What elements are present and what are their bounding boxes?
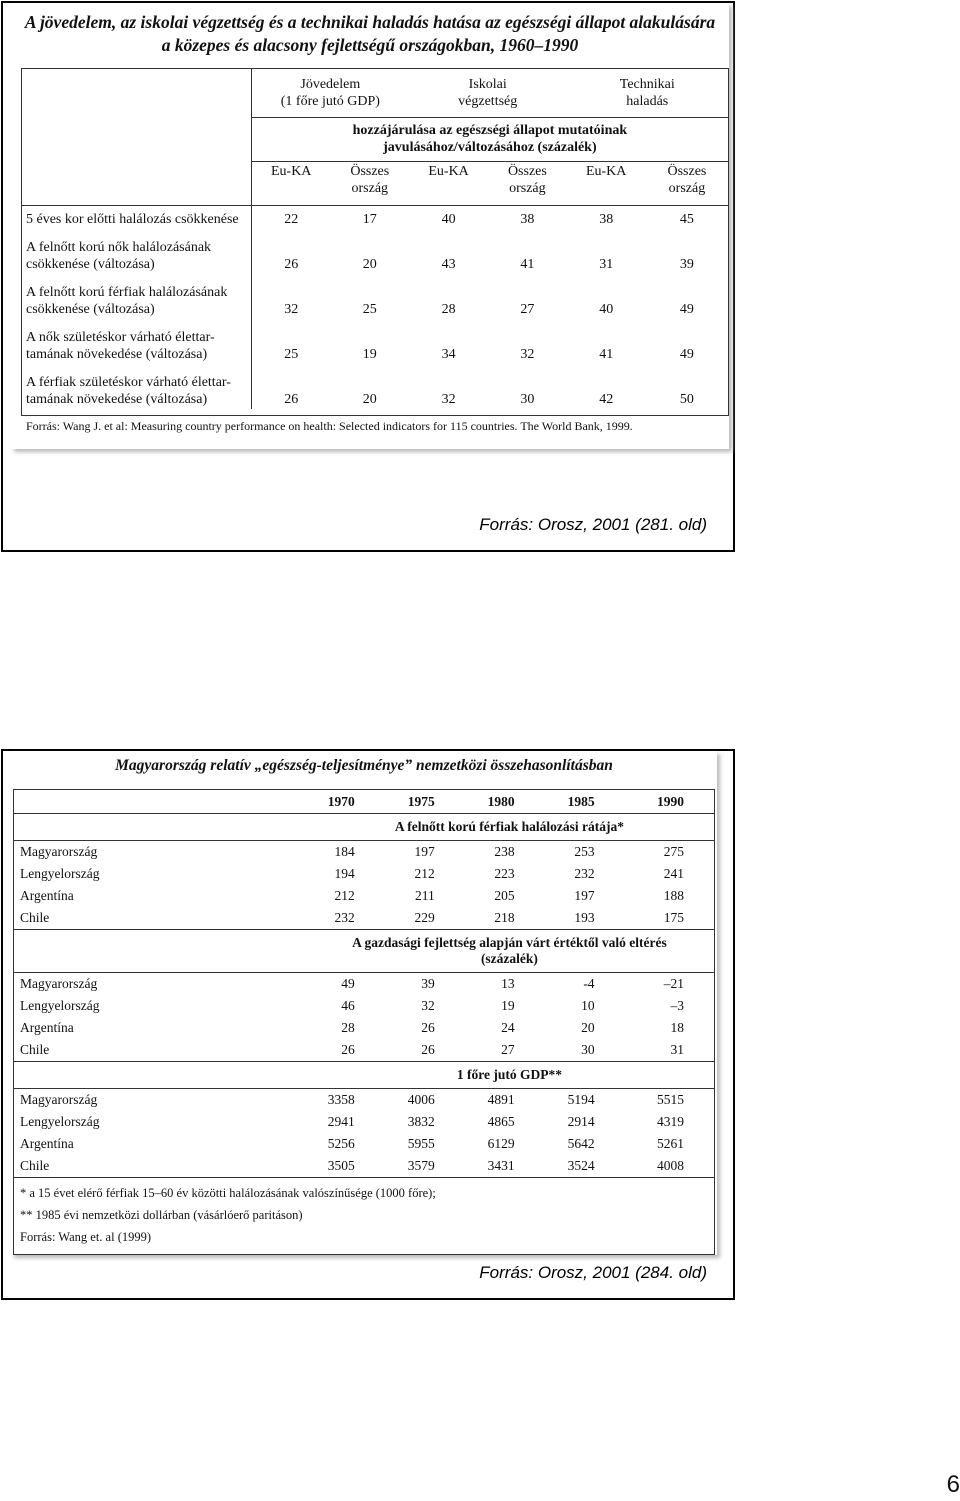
row-label xyxy=(22,229,251,274)
year-header: 1990 xyxy=(657,793,684,809)
figure-1-group-header-row xyxy=(22,69,728,117)
table-cell: 39 xyxy=(679,257,694,272)
footnote: * a 15 évet elérő férfiak 15–60 év közötti halálozásának valószínűsége (1000 főre); xyxy=(20,1186,436,1200)
section-header-row xyxy=(14,930,715,973)
table-cell: 43 xyxy=(441,257,456,272)
country-label: Lengyelország xyxy=(20,998,100,1013)
table-cell: 275 xyxy=(663,844,684,859)
subcol-1 xyxy=(251,161,330,205)
row-label-line2: tamának növekedése (változása) xyxy=(26,347,208,362)
table-cell: 26 xyxy=(341,1042,355,1057)
table-cell: 38 xyxy=(520,212,535,227)
country-label: Chile xyxy=(20,1042,50,1057)
table-cell: 19 xyxy=(501,998,515,1013)
table-cell: 41 xyxy=(520,257,535,272)
section-header-line1: A felnőtt korú férfiak halálozási rátája* xyxy=(394,819,624,834)
table-cell: 39 xyxy=(421,976,435,991)
figure-2-frame xyxy=(1,749,735,1300)
table-cell: 42 xyxy=(599,392,614,407)
table-row xyxy=(14,885,715,907)
table-cell: 3431 xyxy=(487,1158,515,1173)
country-label: Lengyelország xyxy=(20,866,100,881)
table-cell: 3505 xyxy=(327,1158,355,1173)
table-cell: –21 xyxy=(663,976,684,991)
table-row xyxy=(14,1039,715,1062)
table-cell: 22 xyxy=(284,212,299,227)
figure-1-title-line1: A jövedelem, az iskolai végzettség és a technikai haladás hatása az egészségi állapot alakulására xyxy=(24,12,716,32)
table-row xyxy=(22,205,728,229)
table-cell: 193 xyxy=(574,910,595,925)
table-cell: 229 xyxy=(414,910,435,925)
table-cell: 49 xyxy=(341,976,355,991)
table-cell: 45 xyxy=(679,212,694,227)
country-label: Lengyelország xyxy=(20,1114,100,1129)
subcol-6-line2: ország xyxy=(668,180,706,196)
row-label xyxy=(22,364,251,409)
table-cell: 26 xyxy=(421,1020,435,1035)
row-label xyxy=(22,274,251,319)
table-cell: 2941 xyxy=(327,1114,355,1129)
table-cell: 6129 xyxy=(487,1136,515,1151)
table-cell: 4006 xyxy=(407,1092,435,1107)
table-cell: 232 xyxy=(574,866,595,881)
country-label: Magyarország xyxy=(20,844,98,859)
table-cell: 3358 xyxy=(327,1092,355,1107)
subcol-6-line1: Összes xyxy=(667,163,707,179)
subcol-1-line1: Eu-KA xyxy=(270,163,312,179)
section-header xyxy=(305,930,715,973)
table-row xyxy=(14,973,715,996)
group-header-technology-line1: Technikai xyxy=(619,76,675,92)
table-row xyxy=(14,995,715,1017)
table-cell: 188 xyxy=(663,888,684,903)
section-header-row xyxy=(14,1062,715,1089)
group-header-income-line2: (1 főre jutó GDP) xyxy=(280,93,380,109)
table-cell: 32 xyxy=(284,302,299,317)
table-row xyxy=(22,229,728,274)
subcol-5 xyxy=(567,161,646,205)
year-header: 1970 xyxy=(327,793,355,809)
table-cell: 4891 xyxy=(487,1092,515,1107)
table-cell: 31 xyxy=(599,257,614,272)
table-cell: 13 xyxy=(501,976,515,991)
table-cell: 5642 xyxy=(567,1136,595,1151)
table-cell: 19 xyxy=(362,347,377,362)
table-row xyxy=(14,907,715,930)
figure-2-caption: Forrás: Orosz, 2001 (284. old) xyxy=(479,1263,707,1282)
table-cell: 30 xyxy=(581,1042,595,1057)
footnote: ** 1985 évi nemzetközi dollárban (vásárlóerő paritáson) xyxy=(20,1208,303,1222)
table-cell: 5955 xyxy=(407,1136,435,1151)
table-cell: 28 xyxy=(441,302,456,317)
subcol-3 xyxy=(409,161,488,205)
table-cell: 3832 xyxy=(407,1114,435,1129)
figure-1-source: Forrás: Wang J. et al: Measuring country performance on health: Selected indicators for 115 countries. The World Bank, 1999. xyxy=(26,419,633,433)
section-header-row xyxy=(14,814,715,841)
table-row xyxy=(22,319,728,364)
table-cell: 49 xyxy=(679,302,694,317)
group-header-technology-line2: haladás xyxy=(626,93,669,109)
table-cell: 18 xyxy=(670,1020,684,1035)
table-cell: 194 xyxy=(334,866,355,881)
table-cell: 212 xyxy=(414,866,435,881)
table-cell: 3524 xyxy=(567,1158,595,1173)
group-header-income xyxy=(251,69,409,117)
section-header xyxy=(305,814,715,841)
table-row xyxy=(14,1155,715,1178)
table-cell: 40 xyxy=(441,212,456,227)
table-row xyxy=(14,841,715,864)
table-cell: 238 xyxy=(494,844,515,859)
table-cell: 20 xyxy=(581,1020,595,1035)
table-cell: 28 xyxy=(341,1020,355,1035)
country-label: Argentína xyxy=(20,1136,74,1151)
table-row xyxy=(22,364,728,409)
table-cell: 5194 xyxy=(567,1092,595,1107)
country-label: Argentína xyxy=(20,1020,74,1035)
table-cell: 31 xyxy=(670,1042,684,1057)
figure-1-subheader-line1: hozzájárulása az egészségi állapot mutatóinak xyxy=(352,123,628,138)
row-label-line1: A felnőtt korú nők halálozásának xyxy=(26,240,212,255)
table-cell: 30 xyxy=(520,392,535,407)
year-header: 1975 xyxy=(407,793,435,809)
subcol-4-line1: Összes xyxy=(507,163,547,179)
table-cell: 5261 xyxy=(657,1136,684,1151)
group-header-education-line2: végzettség xyxy=(458,93,518,109)
subcol-2 xyxy=(331,161,409,205)
figure-1-table-box xyxy=(21,68,729,433)
table-cell: –3 xyxy=(670,998,684,1013)
table-cell: 5515 xyxy=(657,1092,684,1107)
year-header: 1980 xyxy=(487,793,515,809)
country-label: Argentína xyxy=(20,888,74,903)
table-cell: 26 xyxy=(284,257,299,272)
year-header: 1985 xyxy=(567,793,595,809)
country-label: Chile xyxy=(20,910,50,925)
table-cell: 211 xyxy=(414,888,435,903)
figure-2-image xyxy=(11,751,717,1255)
table-cell: 218 xyxy=(494,910,515,925)
table-cell: 34 xyxy=(441,347,456,362)
table-cell: 223 xyxy=(494,866,515,881)
subcol-4 xyxy=(488,161,566,205)
table-cell: 10 xyxy=(581,998,595,1013)
table-cell: 46 xyxy=(341,998,355,1013)
figure-1-caption: Forrás: Orosz, 2001 (281. old) xyxy=(479,515,707,534)
subcol-4-line2: ország xyxy=(509,180,546,196)
subcol-3-line1: Eu-KA xyxy=(428,163,469,179)
table-cell: 4865 xyxy=(487,1114,515,1129)
section-header-line2: (százalék) xyxy=(480,951,538,966)
table-cell: 38 xyxy=(599,212,614,227)
table-cell: 184 xyxy=(334,844,355,859)
table-cell: 25 xyxy=(284,347,299,362)
row-label-line1: A férfiak születéskor várható élettar- xyxy=(26,375,231,390)
table-cell: 26 xyxy=(284,392,299,407)
figure-2-title: Magyarország relatív „egészség-teljesítménye” nemzetközi összehasonlításban xyxy=(115,757,613,774)
table-cell: 32 xyxy=(520,347,535,362)
table-cell: 27 xyxy=(501,1042,515,1057)
figure-1-subcol-row xyxy=(22,161,728,205)
figure-2-table xyxy=(13,789,715,1255)
country-label: Magyarország xyxy=(20,976,98,991)
table-cell: 197 xyxy=(414,844,435,859)
table-cell: 175 xyxy=(663,910,684,925)
table-cell: 17 xyxy=(362,212,377,227)
table-cell: 4319 xyxy=(657,1114,684,1129)
table-row xyxy=(14,1089,715,1112)
table-cell: 241 xyxy=(663,866,684,881)
subcol-6 xyxy=(646,161,728,205)
table-cell: 41 xyxy=(599,347,614,362)
table-cell: 232 xyxy=(334,910,355,925)
section-header xyxy=(305,1062,715,1089)
table-cell: 2914 xyxy=(567,1114,595,1129)
table-cell: 49 xyxy=(679,347,694,362)
subcol-2-line1: Összes xyxy=(350,163,390,179)
footnotes xyxy=(14,1178,715,1255)
table-cell: 197 xyxy=(574,888,595,903)
row-label-line1: 5 éves kor előtti halálozás csökkenése xyxy=(26,212,239,227)
year-header-row xyxy=(14,790,715,814)
table-cell: 50 xyxy=(679,392,694,407)
group-header-education xyxy=(409,69,567,117)
table-cell: 20 xyxy=(362,257,377,272)
table-cell: 253 xyxy=(574,844,595,859)
table-cell: 27 xyxy=(520,302,535,317)
table-cell: 20 xyxy=(362,392,377,407)
row-label xyxy=(22,205,251,229)
country-label: Chile xyxy=(20,1158,50,1173)
footnotes-row xyxy=(14,1178,715,1255)
row-label-line2: csökkenése (változása) xyxy=(26,257,155,272)
table-cell: 205 xyxy=(494,888,515,903)
figure-1-subheader-row xyxy=(22,117,728,161)
subcol-2-line2: ország xyxy=(351,180,389,196)
country-label: Magyarország xyxy=(20,1092,98,1107)
row-label-line2: tamának növekedése (változása) xyxy=(26,392,208,407)
figure-1-subheader xyxy=(251,117,728,161)
row-label xyxy=(22,319,251,364)
row-label-line2: csökkenése (változása) xyxy=(26,302,155,317)
group-header-technology xyxy=(567,69,728,117)
figure-1-title xyxy=(11,11,729,57)
group-header-education-line1: Iskolai xyxy=(468,76,507,92)
figure-1-subheader-line2: javulásához/változásához (százalék) xyxy=(383,140,597,155)
table-cell: -4 xyxy=(583,976,595,991)
table-cell: 3579 xyxy=(407,1158,435,1173)
table-row xyxy=(14,863,715,885)
subcol-5-line1: Eu-KA xyxy=(585,163,627,179)
row-label-line1: A felnőtt korú férfiak halálozásának xyxy=(26,285,228,300)
footnote-source: Forrás: Wang et. al (1999) xyxy=(20,1230,152,1244)
section-header-line1: A gazdasági fejlettség alapján várt értéktől való eltérés xyxy=(352,935,667,950)
figure-1-title-line2: a közepes és alacsony fejlettségű országokban, 1960–1990 xyxy=(161,35,579,55)
table-cell: 5256 xyxy=(327,1136,355,1151)
table-cell: 25 xyxy=(362,302,377,317)
section-header-line1: 1 főre jutó GDP** xyxy=(456,1067,562,1082)
figure-1-table xyxy=(22,69,728,409)
table-row xyxy=(22,274,728,319)
figure-1-image xyxy=(11,3,729,449)
table-cell: 26 xyxy=(421,1042,435,1057)
group-header-income-line1: Jövedelem xyxy=(300,76,361,92)
row-label-line1: A nők születéskor várható élettar- xyxy=(26,330,215,345)
table-cell: 212 xyxy=(334,888,355,903)
table-cell: 32 xyxy=(441,392,456,407)
table-cell: 40 xyxy=(599,302,614,317)
table-cell: 4008 xyxy=(657,1158,684,1173)
figure-1-frame xyxy=(1,1,735,552)
table-row xyxy=(14,1017,715,1039)
table-row xyxy=(14,1133,715,1155)
table-cell: 24 xyxy=(501,1020,515,1035)
table-row xyxy=(14,1111,715,1133)
page-number: 6 xyxy=(946,1471,960,1498)
table-cell: 32 xyxy=(421,998,435,1013)
